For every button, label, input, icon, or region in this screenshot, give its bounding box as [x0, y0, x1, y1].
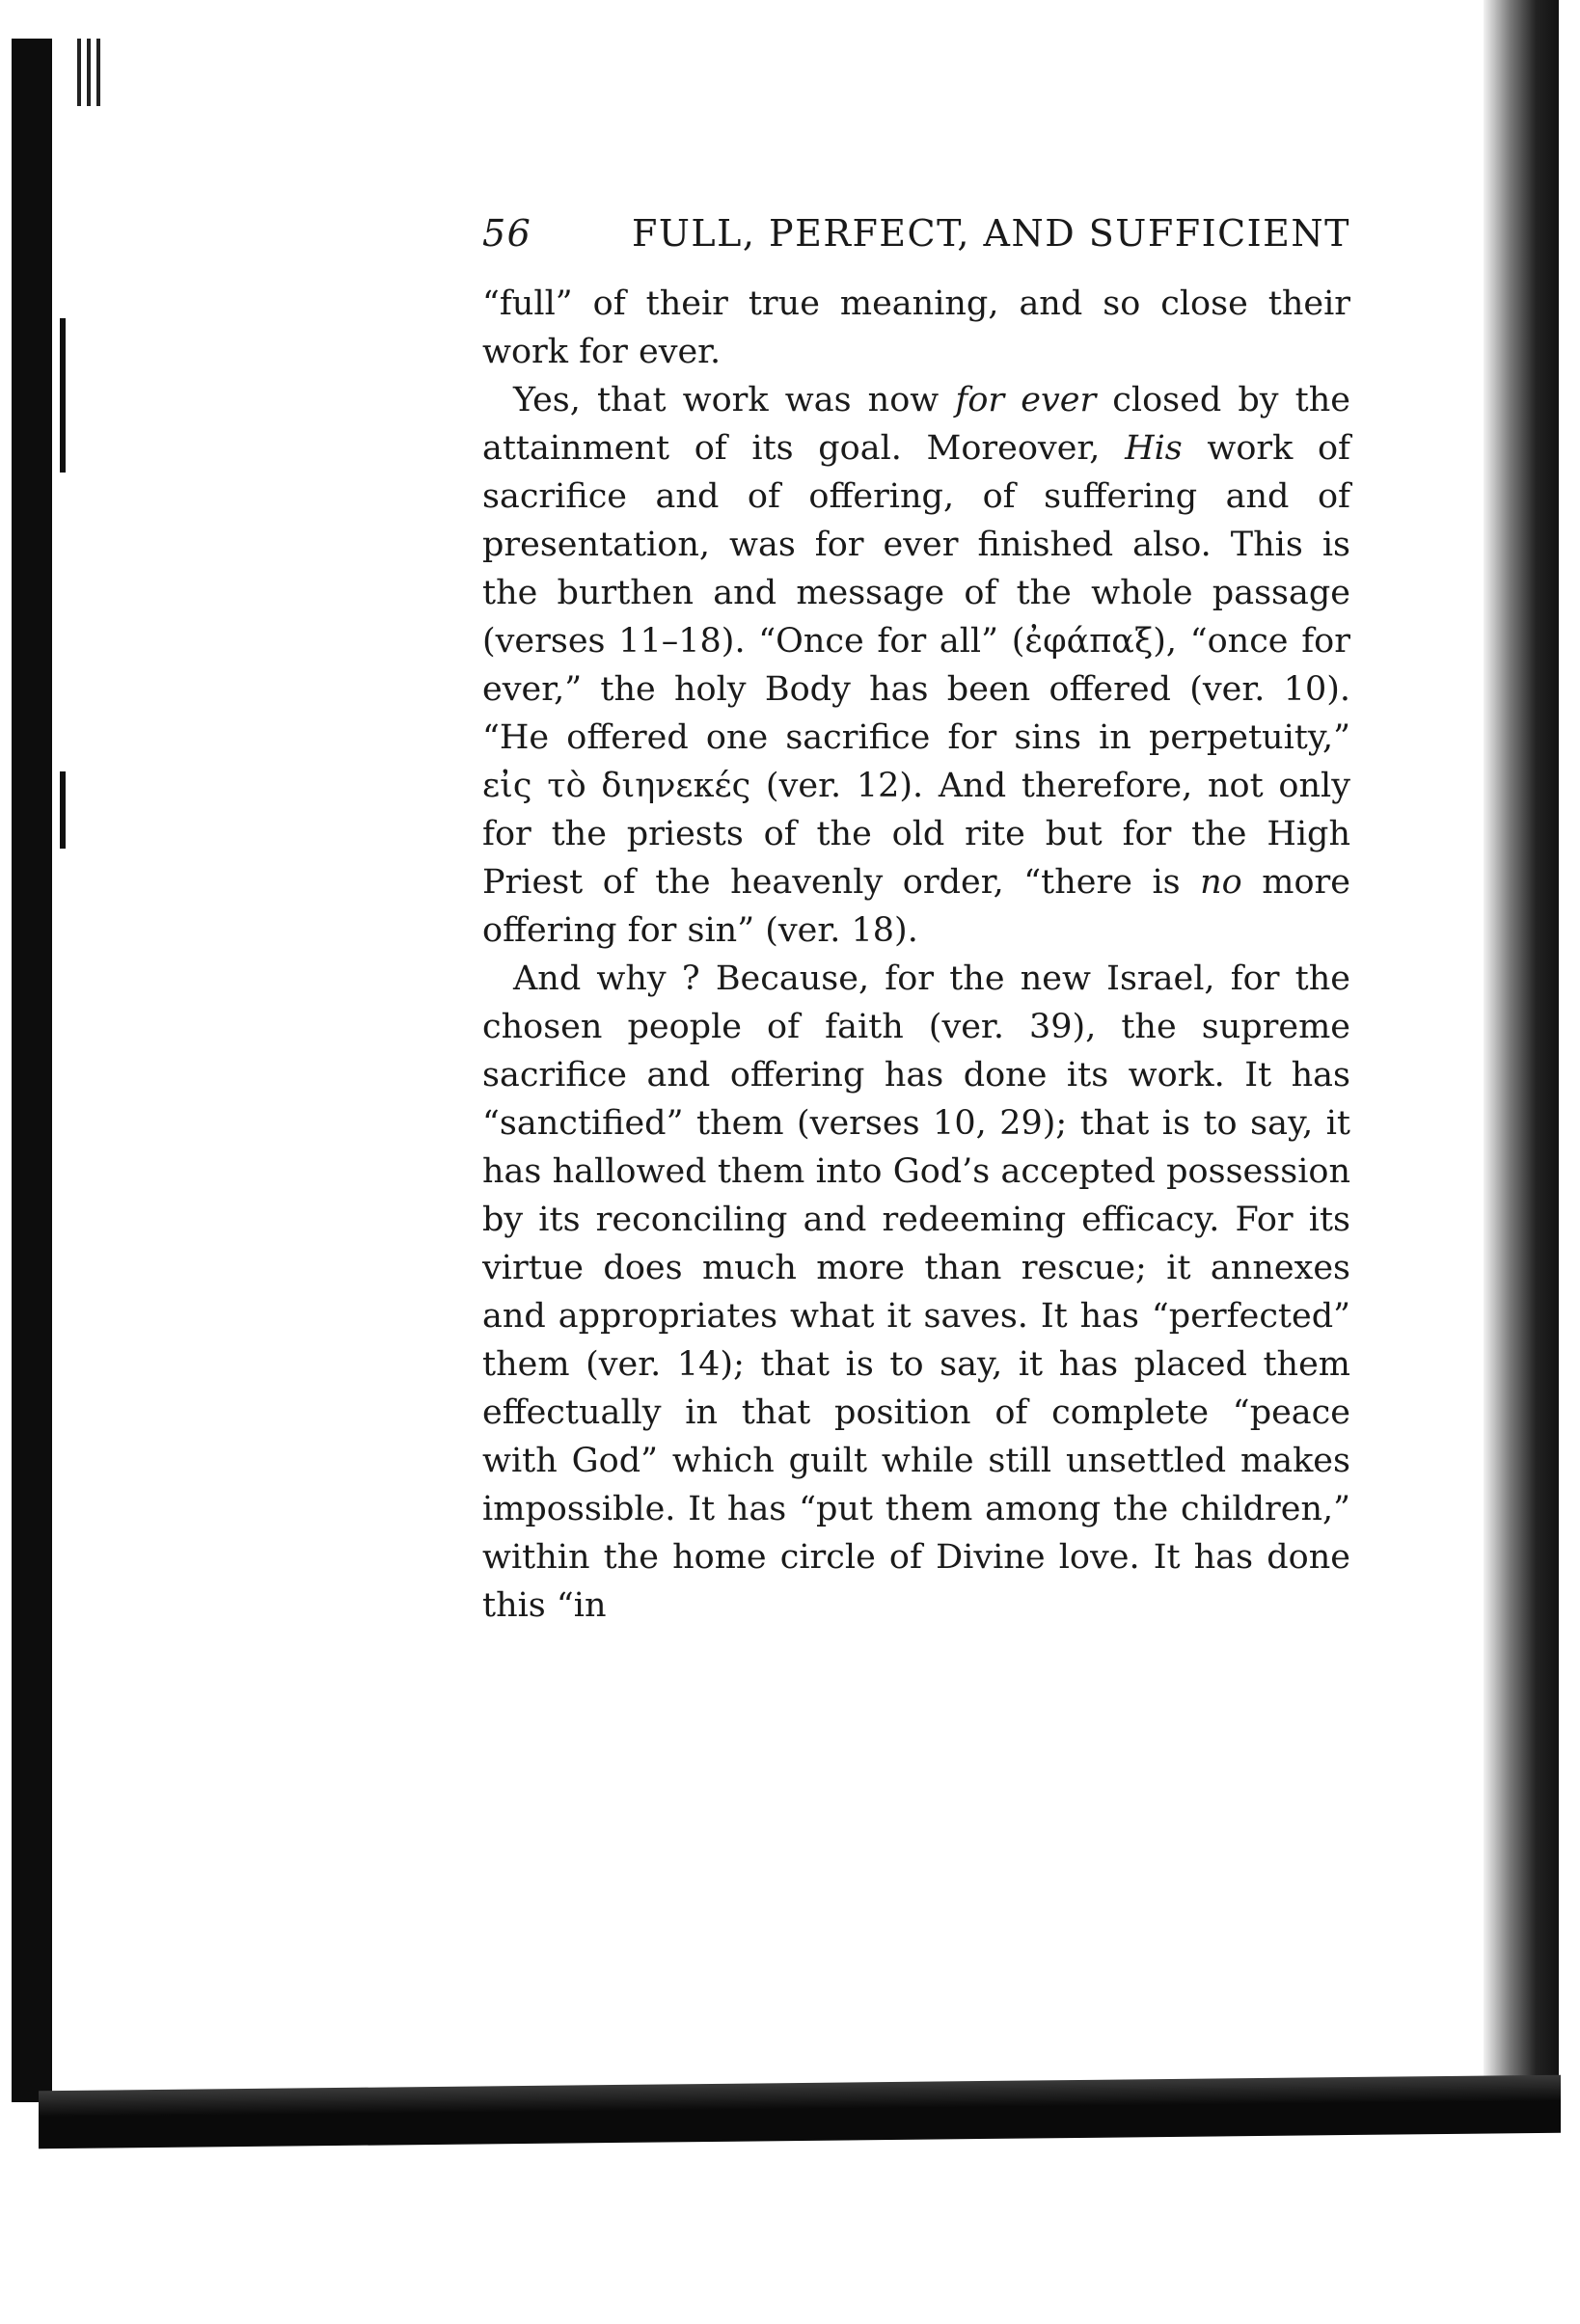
running-title: FULL, PERFECT, AND SUFFICIENT: [632, 212, 1350, 255]
scan-shadow-right: [1484, 0, 1559, 2131]
binding-mark: [77, 39, 135, 116]
paragraph-text: And why ? Because, for the new Israel, for the chosen people of faith (ver. 39), the supreme sacrifice and offering has done its work. It has “sanctified” them (verses 10, 29); that is to say, it has hallowed them into God’s accepted possession by its reconciling and redeeming efficacy. For its virtue does much more than rescue; it annexes and appropriates what it saves. It has “perfected” them (ver. 14); that is to say, it has placed them effectually in that position of complete “peace with God” which guilt while still unsettled makes impossible. It has “put them among the children,” within the home circle of Divine love. It has done this “in: [482, 959, 1350, 1625]
paragraph-text: “full” of their true meaning, and so close their work for ever.: [482, 284, 1350, 371]
emphasis: no: [1200, 863, 1242, 902]
paragraph-text: work of sacrifice and of offering, of suffering and of presentation, was for ever finished also. This is the burthen and message of the whole passage (verses 11–18). “Once for all” (ἐφάπαξ), “once for ever,” the holy Body has been offered (ver. 10). “He offered one sacrifice for sins in perpetuity,” εἰς τὸ διηνεκές (ver. 12). And therefore, not only for the priests of the old rite but for the High Priest of the heavenly order, “there is: [482, 429, 1350, 902]
scan-mark: [60, 771, 66, 849]
body-text: [482, 280, 1350, 1630]
running-head: [482, 212, 1350, 255]
scan-shadow-bottom: [39, 2075, 1561, 2149]
paragraph-text: closed by the attainment of its goal. Moreover,: [482, 381, 1350, 468]
paragraph-text: more offering for sin” (ver. 18).: [482, 863, 1350, 950]
scan-shadow-left: [12, 39, 52, 2102]
emphasis: His: [1125, 429, 1183, 468]
scan-mark: [60, 318, 66, 473]
paragraph-text: Yes, that work was now: [513, 381, 956, 419]
emphasis: for ever: [955, 381, 1097, 419]
book-page: [482, 212, 1350, 1630]
paragraph-3: [482, 955, 1350, 1630]
paragraph-2: [482, 376, 1350, 955]
page-number: 56: [482, 212, 532, 255]
paragraph-1: [482, 280, 1350, 376]
